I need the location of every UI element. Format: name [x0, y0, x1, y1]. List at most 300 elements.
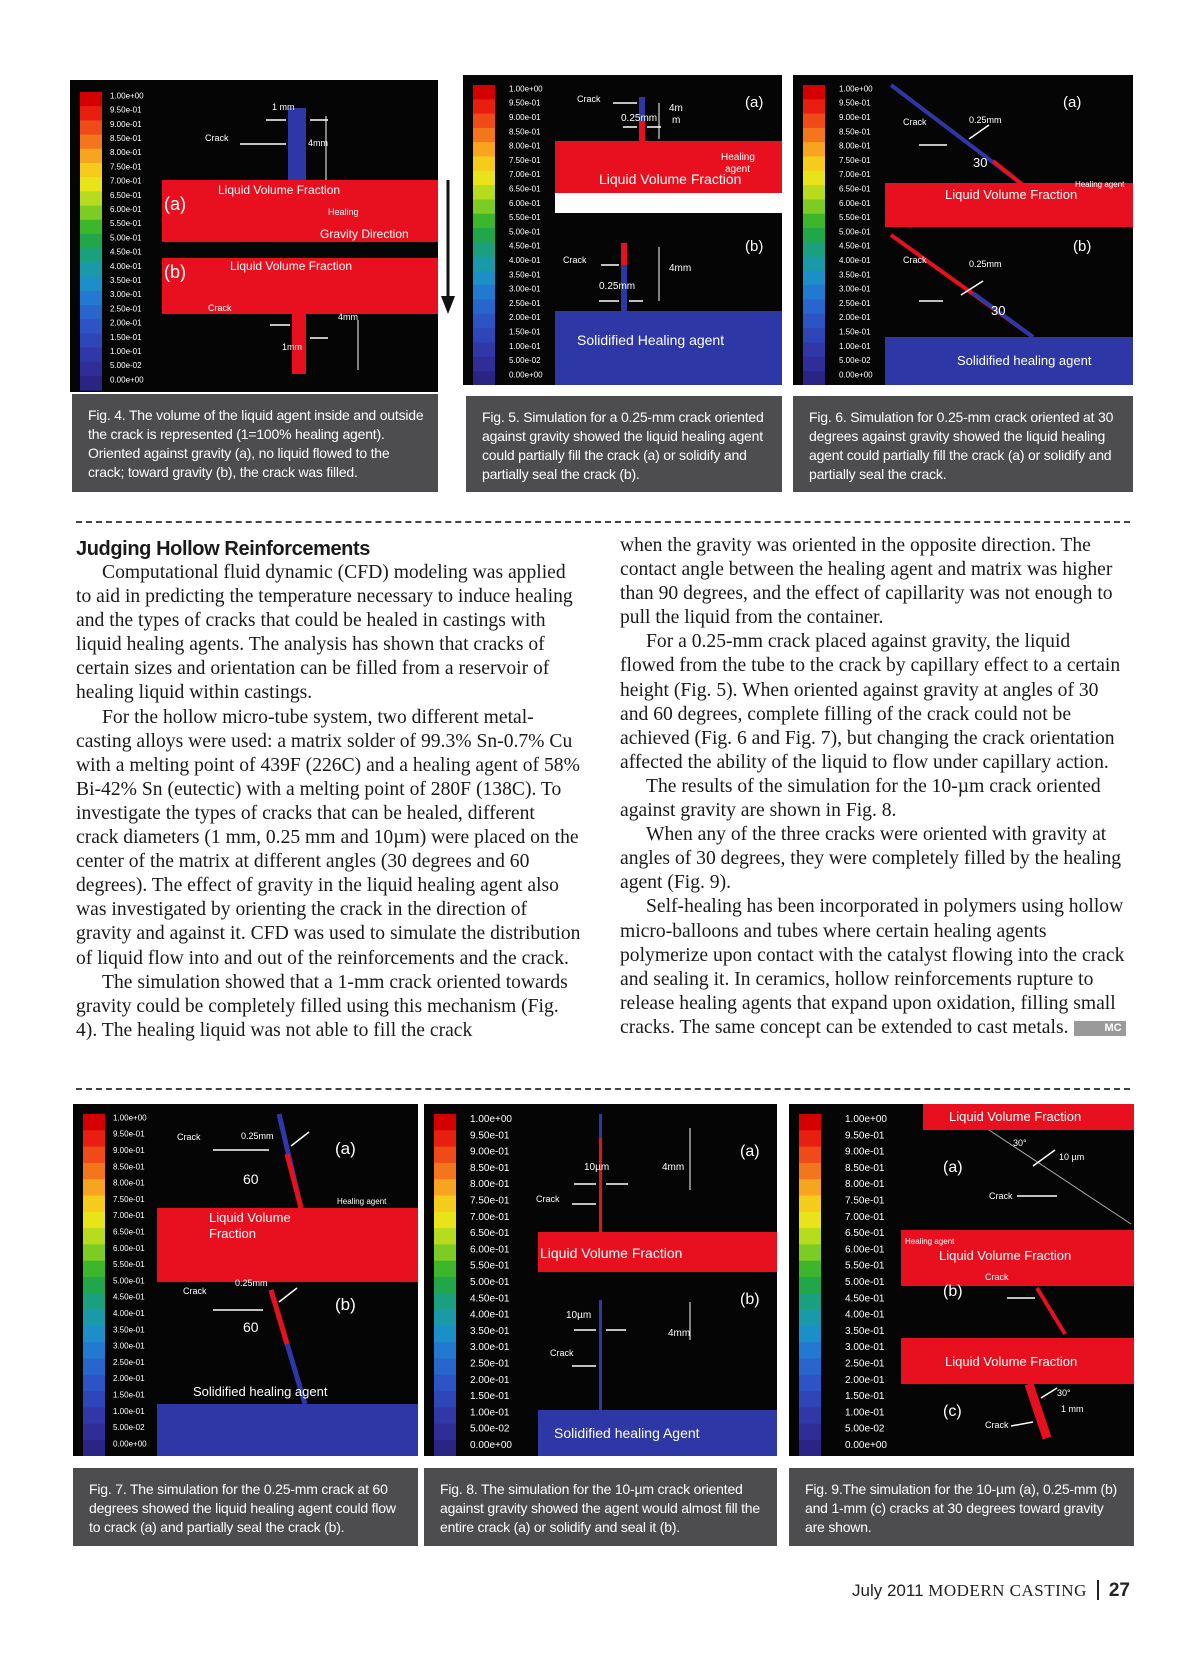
scale-swatch	[799, 1424, 821, 1441]
scale-swatch	[80, 92, 102, 107]
scale-swatch	[803, 99, 825, 114]
fig4-crack-b-label: Crack	[208, 303, 232, 313]
scale-label: 5.00e-01	[110, 233, 142, 243]
scale-swatch	[83, 1196, 105, 1213]
scale-swatch	[434, 1424, 456, 1441]
fig7-healing-agent: Healing agent	[337, 1197, 387, 1206]
scale-label: 5.50e-01	[509, 213, 541, 223]
scale-label: 7.00e-01	[113, 1211, 145, 1221]
figure-8-image	[424, 1104, 777, 1456]
scale-swatch	[83, 1424, 105, 1441]
scale-label: 2.50e-01	[470, 1358, 510, 1370]
scale-label: 3.50e-01	[113, 1325, 145, 1335]
fig4-lvf-a: Liquid Volume Fraction	[218, 183, 341, 197]
scale-label: 4.00e-01	[509, 256, 541, 265]
gravity-arrow-icon	[440, 178, 456, 318]
scale-swatch	[80, 248, 102, 263]
scale-label: 5.50e-01	[839, 213, 871, 223]
scale-label: 6.00e-01	[509, 198, 541, 208]
scale-label: 2.00e-01	[509, 313, 541, 323]
scale-label: 4.50e-01	[845, 1293, 885, 1305]
scale-swatch	[803, 128, 825, 143]
scale-swatch	[434, 1196, 456, 1213]
scale-swatch	[80, 135, 102, 150]
fig6-dim-025-b: 0.25mm	[969, 259, 1002, 269]
scale-swatch	[83, 1228, 105, 1245]
scale-label: 5.50e-01	[845, 1260, 885, 1272]
scale-label: 4.50e-01	[509, 241, 541, 251]
scale-label: 2.00e-01	[110, 318, 142, 328]
scale-label: 5.50e-01	[113, 1260, 145, 1270]
fig8-crack-b	[599, 1300, 602, 1410]
fig7-angle: 60	[243, 1171, 259, 1187]
scale-swatch	[434, 1261, 456, 1278]
fig7-band-b	[157, 1404, 418, 1456]
fig8-crack-b-label: Crack	[550, 1348, 574, 1358]
scale-label: 7.00e-01	[839, 170, 871, 180]
scale-swatch	[799, 1359, 821, 1376]
scale-swatch	[473, 342, 495, 357]
scale-swatch	[799, 1407, 821, 1424]
scale-swatch	[83, 1163, 105, 1180]
fig6-a-label: (a)	[1063, 94, 1082, 111]
scale-label: 5.50e-01	[110, 219, 142, 229]
fig9-lvf-top: Liquid Volume Fraction	[949, 1109, 1082, 1124]
scale-swatch	[803, 285, 825, 300]
scale-swatch	[434, 1440, 456, 1456]
paragraph-8-text: Self-healing has been incorporated in polymers using hollow micro-balloons and tubes where certain healing agents polymerize upon contact with the catalyst flowing into the crack and sealing it. In ceramics, hollow reinforcements rupture to release healing agents that expand upon oxidation, filling small cracks. The same concept can be extended to cast metals.	[620, 896, 1125, 1038]
scale-swatch	[473, 171, 495, 186]
paragraph-4: when the gravity was oriented in the opposite direction. The contact angle between the healing agent and matrix was higher than 90 degrees, and the effect of capillarity was not enough to pull the liquid from the container.	[620, 535, 1113, 629]
scale-label: 0.00e+00	[470, 1440, 512, 1451]
scale-swatch	[83, 1440, 105, 1456]
scale-swatch	[83, 1342, 105, 1359]
fig9-angle: 30°	[1013, 1138, 1027, 1148]
scale-swatch	[803, 171, 825, 186]
scale-swatch	[80, 277, 102, 292]
scale-label: 1.00e+00	[845, 1114, 887, 1125]
scale-swatch	[434, 1244, 456, 1261]
scale-label: 0.00e+00	[110, 375, 144, 385]
scale-swatch	[803, 271, 825, 286]
scale-swatch	[434, 1114, 456, 1131]
scale-swatch	[80, 333, 102, 348]
fig9-c-label: (c)	[943, 1403, 962, 1420]
scale-swatch	[799, 1244, 821, 1261]
fig9-crack-b-label: Crack	[985, 1272, 1009, 1282]
scale-swatch	[80, 177, 102, 192]
scale-swatch	[80, 106, 102, 121]
scale-swatch	[473, 371, 495, 385]
scale-swatch	[83, 1114, 105, 1131]
scale-swatch	[80, 376, 102, 391]
paragraph-5: For a 0.25-mm crack placed against gravity, the liquid flowed from the tube to the crack by capillary effect to a certain height (Fig. 5). When oriented against gravity at angles of 30 and 60 degrees, complete filling of the crack could not be achieved (Fig. 6 and Fig. 7), but changing the crack orientation affected the ability of the liquid to flow under capillary action.	[620, 631, 1121, 773]
scale-swatch	[83, 1244, 105, 1261]
scale-label: 8.50e-01	[845, 1162, 885, 1174]
scale-label: 5.00e-02	[839, 356, 871, 366]
scale-swatch	[83, 1391, 105, 1408]
scale-label: 8.00e-01	[110, 148, 142, 158]
scale-swatch	[799, 1277, 821, 1294]
scale-label: 8.50e-01	[839, 127, 871, 137]
scale-label: 2.50e-01	[839, 298, 871, 308]
fig6-crack-label: Crack	[903, 117, 927, 127]
scale-swatch	[473, 228, 495, 243]
scale-label: 5.00e-02	[509, 356, 541, 366]
scale-swatch	[83, 1359, 105, 1376]
scale-label: 4.00e-01	[839, 256, 871, 265]
scale-label: 1.00e+00	[839, 84, 873, 94]
scale-label: 1.50e-01	[845, 1391, 885, 1403]
fig9-crack-c	[1029, 1384, 1047, 1438]
figure-6-caption: Fig. 6. Simulation for 0.25-mm crack oriented at 30 degrees against gravity showed the liquid healing agent could partially fill the crack (a) or solidify and partially seal the crack.	[793, 396, 1133, 492]
scale-label: 3.00e-01	[113, 1341, 145, 1351]
scale-label: 2.50e-01	[110, 304, 142, 314]
scale-swatch	[473, 271, 495, 286]
scale-swatch	[80, 319, 102, 334]
fig8-lvf: Liquid Volume Fraction	[540, 1245, 683, 1261]
scale-label: 9.00e-01	[470, 1146, 510, 1158]
fig5-dim-4m: 4m	[669, 103, 683, 114]
fig4-b-label: (b)	[164, 262, 186, 282]
fig5-band-b	[555, 311, 782, 385]
fig5-dim-025-b: 0.25mm	[599, 281, 636, 292]
fig8-a-label: (a)	[740, 1143, 760, 1160]
scale-swatch	[803, 199, 825, 214]
scale-label: 1.00e-01	[845, 1407, 885, 1419]
scale-label: 1.50e-01	[110, 332, 142, 342]
scale-swatch	[473, 185, 495, 200]
scale-swatch	[83, 1147, 105, 1164]
fig7-crack-b-label: Crack	[183, 1286, 207, 1296]
scale-label: 8.00e-01	[509, 141, 541, 151]
scale-swatch	[473, 128, 495, 143]
scale-swatch	[473, 85, 495, 100]
scale-swatch	[83, 1310, 105, 1327]
scale-label: 8.50e-01	[470, 1162, 510, 1174]
scale-label: 8.00e-01	[470, 1179, 510, 1191]
fig9-crack-c-label: Crack	[985, 1420, 1009, 1430]
paragraph-1: Computational fluid dynamic (CFD) modeling was applied to aid in predicting the temperature necessary to induce healing and the types of cracks that could be healed in castings with liquid healing agents. The analysis has shown that cracks of certain sizes and orientation can be filled from a reservoir of healing liquid within castings.	[76, 562, 573, 704]
scale-label: 8.50e-01	[110, 134, 142, 143]
scale-swatch	[83, 1130, 105, 1147]
fig7-crack-label: Crack	[177, 1132, 201, 1142]
fig9-a-label: (a)	[943, 1159, 963, 1176]
scale-label: 9.50e-01	[839, 98, 871, 108]
scale-label: 6.00e-01	[839, 198, 871, 208]
scale-swatch	[80, 262, 102, 277]
scale-swatch	[799, 1391, 821, 1408]
scale-swatch	[803, 342, 825, 357]
scale-label: 5.00e-01	[470, 1277, 510, 1288]
scale-label: 6.00e-01	[113, 1243, 145, 1253]
figure-5-caption: Fig. 5. Simulation for a 0.25-mm crack oriented against gravity showed the liquid healing agent could partially fill the crack (a) or solidify and partially seal the crack (b).	[466, 396, 782, 492]
scale-label: 2.00e-01	[845, 1374, 885, 1386]
right-column	[620, 534, 1126, 1040]
fig9-crack-b	[1037, 1288, 1065, 1334]
scale-swatch	[803, 157, 825, 172]
scale-label: 6.00e-01	[470, 1244, 510, 1256]
scale-swatch	[803, 85, 825, 100]
scale-label: 2.00e-01	[113, 1374, 145, 1384]
scale-swatch	[799, 1114, 821, 1131]
scale-swatch	[473, 199, 495, 214]
scale-label: 4.00e-01	[110, 261, 142, 271]
scale-label: 2.50e-01	[845, 1358, 885, 1370]
scale-swatch	[803, 257, 825, 272]
scale-swatch	[803, 314, 825, 329]
scale-label: 5.00e-01	[509, 227, 541, 237]
scale-label: 6.50e-01	[113, 1227, 145, 1237]
fig5-dim-4mm: 4mm	[669, 263, 692, 274]
scale-swatch	[799, 1293, 821, 1310]
figure-8-caption: Fig. 8. The simulation for the 10-µm crack oriented against gravity showed the agent would almost fill the entire crack (a) or solidify and seal it (b).	[424, 1468, 777, 1546]
fig5-healing-1: Healing	[721, 152, 755, 163]
scale-label: 1.00e+00	[470, 1114, 512, 1125]
scale-swatch	[83, 1261, 105, 1278]
footer-publication: MODERN CASTING	[928, 1581, 1087, 1600]
figure-4-caption: Fig. 4. The volume of the liquid agent inside and outside the crack is represented (1=100% healing agent). Oriented against gravity (a), no liquid flowed to the crack; toward gravity (b), the crack was filled.	[72, 394, 438, 492]
scale-swatch	[799, 1212, 821, 1229]
fig8-b-label: (b)	[740, 1291, 760, 1308]
scale-swatch	[434, 1212, 456, 1229]
scale-swatch	[83, 1277, 105, 1294]
scale-label: 3.00e-01	[110, 290, 142, 300]
fig8-crack-label: Crack	[536, 1194, 560, 1204]
figure-6-image	[793, 75, 1133, 385]
scale-swatch	[434, 1326, 456, 1343]
fig9-b-label: (b)	[943, 1283, 963, 1300]
scale-label: 3.50e-01	[845, 1325, 885, 1337]
scale-swatch	[803, 328, 825, 343]
fig4-dim-1mm: 1 mm	[272, 102, 295, 112]
fig8-dim-10: 10µm	[584, 1162, 610, 1173]
fig9-angle-c: 30°	[1057, 1388, 1071, 1398]
scale-label: 3.50e-01	[110, 276, 142, 285]
scale-swatch	[803, 185, 825, 200]
scale-label: 0.00e+00	[845, 1440, 887, 1451]
scale-swatch	[473, 328, 495, 343]
scale-label: 4.50e-01	[839, 241, 871, 251]
page-footer	[852, 1580, 1130, 1602]
fig6-lvf: Liquid Volume Fraction	[945, 187, 1078, 202]
footer-separator	[1097, 1580, 1099, 1600]
fig8-dim-10-b: 10µm	[566, 1310, 592, 1321]
fig5-crack-label: Crack	[577, 94, 601, 104]
scale-swatch	[80, 348, 102, 363]
fig4-healing: Healing	[328, 207, 359, 217]
fig8-solidified: Solidified healing Agent	[554, 1425, 700, 1441]
scale-label: 7.50e-01	[509, 155, 541, 165]
fig4-crack-label: Crack	[205, 133, 229, 143]
figure-9-caption: Fig. 9.The simulation for the 10-µm (a), 0.25-mm (b) and 1-mm (c) cracks at 30 degrees toward gravity are shown.	[789, 1468, 1134, 1546]
scale-label: 6.50e-01	[839, 184, 871, 194]
fig6-angle: 30	[973, 155, 988, 170]
scale-swatch	[83, 1293, 105, 1310]
fig5-crack-b-label: Crack	[563, 255, 587, 265]
scale-label: 9.50e-01	[509, 98, 541, 108]
footer-date: July 2011	[852, 1581, 924, 1600]
scale-swatch	[803, 300, 825, 315]
scale-label: 5.00e-02	[845, 1423, 885, 1435]
fig9-healing-agent: Healing agent	[905, 1237, 955, 1246]
fig6-solidified: Solidified healing agent	[957, 353, 1092, 368]
scale-swatch	[799, 1196, 821, 1213]
figure-5-image	[463, 75, 782, 385]
scale-label: 4.00e-01	[845, 1309, 885, 1321]
fig7-dim-025: 0.25mm	[241, 1131, 274, 1141]
scale-swatch	[434, 1310, 456, 1327]
scale-swatch	[473, 285, 495, 300]
scale-swatch	[434, 1342, 456, 1359]
fig5-b-label: (b)	[745, 238, 764, 255]
scale-swatch	[80, 206, 102, 221]
paragraph-7: When any of the three cracks were oriented with gravity at angles of 30 degrees, they were completely filled by the healing agent (Fig. 9).	[620, 824, 1122, 894]
scale-label: 1.50e-01	[509, 327, 541, 337]
scale-label: 3.50e-01	[509, 270, 541, 280]
scale-label: 7.50e-01	[845, 1195, 885, 1207]
scale-label: 6.50e-01	[470, 1228, 510, 1240]
fig9-lvf-low: Liquid Volume Fraction	[945, 1354, 1078, 1369]
scale-swatch	[473, 314, 495, 329]
scale-swatch	[434, 1375, 456, 1392]
scale-swatch	[83, 1179, 105, 1196]
scale-swatch	[434, 1163, 456, 1180]
end-mark-logo: MC	[1074, 1021, 1125, 1036]
figure-4-image	[70, 80, 438, 392]
scale-label: 0.00e+00	[509, 370, 543, 380]
fig6-angle-b: 30	[991, 303, 1006, 318]
scale-label: 7.50e-01	[470, 1195, 510, 1207]
scale-label: 6.50e-01	[110, 190, 142, 200]
scale-label: 5.00e-01	[845, 1277, 885, 1288]
scale-swatch	[799, 1440, 821, 1456]
scale-label: 1.00e-01	[113, 1406, 145, 1416]
scale-swatch	[434, 1228, 456, 1245]
scale-swatch	[80, 291, 102, 306]
fig4-tube-a	[288, 108, 306, 180]
scale-label: 9.00e-01	[110, 119, 142, 129]
fig7-b-label: (b)	[335, 1295, 356, 1314]
scale-swatch	[80, 234, 102, 249]
scale-label: 5.00e-02	[110, 361, 142, 371]
fig4-dim-4mm-b: 4mm	[338, 312, 358, 322]
fig6-healing-agent: Healing agent	[1075, 180, 1125, 189]
scale-label: 1.00e-01	[470, 1407, 510, 1419]
scale-swatch	[473, 357, 495, 372]
fig7-angle-b: 60	[243, 1319, 259, 1335]
scale-label: 7.00e-01	[845, 1211, 885, 1223]
scale-swatch	[799, 1310, 821, 1327]
scale-swatch	[473, 142, 495, 157]
scale-label: 8.00e-01	[845, 1179, 885, 1191]
scale-swatch	[803, 242, 825, 257]
fig5-a-label: (a)	[745, 94, 764, 111]
fig8-dim-4mm: 4mm	[662, 1162, 685, 1173]
scale-swatch	[473, 157, 495, 172]
scale-label: 9.00e-01	[113, 1146, 145, 1155]
scale-swatch	[799, 1375, 821, 1392]
fig4-lvf-b: Liquid Volume Fraction	[230, 259, 353, 273]
scale-label: 7.00e-01	[110, 176, 142, 186]
scale-label: 4.00e-01	[113, 1309, 145, 1318]
scale-swatch	[434, 1293, 456, 1310]
scale-label: 3.00e-01	[509, 284, 541, 294]
scale-label: 9.50e-01	[110, 105, 142, 115]
fig9-crack-a	[989, 1130, 1131, 1224]
bottom-divider	[76, 1088, 1130, 1090]
scale-label: 3.00e-01	[839, 284, 871, 294]
fig4-gravity-direction: Gravity Direction	[320, 227, 409, 241]
scale-swatch	[799, 1163, 821, 1180]
scale-label: 5.50e-01	[470, 1260, 510, 1272]
fig6-dim-025: 0.25mm	[969, 115, 1002, 125]
left-column	[76, 537, 582, 1043]
scale-swatch	[434, 1391, 456, 1408]
fig6-crack-b-label: Crack	[903, 255, 927, 265]
scale-label: 9.00e-01	[845, 1146, 885, 1158]
fig4-a-label: (a)	[164, 194, 186, 214]
scale-swatch	[434, 1277, 456, 1294]
figure-7-caption: Fig. 7. The simulation for the 0.25-mm crack at 60 degrees showed the liquid healing agent could flow to crack (a) and partially seal the crack (b).	[73, 1468, 418, 1546]
scale-label: 1.00e-01	[110, 347, 142, 356]
fig5-dim-m: m	[672, 115, 681, 126]
fig7-lvf-2: Fraction	[209, 1226, 256, 1241]
scale-swatch	[799, 1147, 821, 1164]
paragraph-3: The simulation showed that a 1-mm crack oriented towards gravity could be completely filled using this mechanism (Fig. 4). The healing liquid was not able to fill the crack	[76, 971, 568, 1041]
scale-label: 6.00e-01	[110, 205, 142, 214]
scale-swatch	[434, 1179, 456, 1196]
page-number: 27	[1108, 1580, 1130, 1601]
fig7-solidified: Solidified healing agent	[193, 1384, 328, 1399]
fig9-lvf-mid: Liquid Volume Fraction	[939, 1248, 1072, 1263]
scale-swatch	[799, 1130, 821, 1147]
scale-swatch	[803, 357, 825, 372]
scale-label: 2.00e-01	[839, 313, 871, 323]
section-heading: Judging Hollow Reinforcements	[76, 538, 370, 560]
scale-label: 2.50e-01	[113, 1357, 145, 1367]
scale-label: 1.00e+00	[113, 1113, 147, 1123]
scale-label: 8.00e-01	[113, 1178, 145, 1188]
scale-swatch	[803, 371, 825, 385]
scale-label: 3.00e-01	[845, 1342, 885, 1354]
scale-swatch	[434, 1130, 456, 1147]
scale-swatch	[473, 114, 495, 129]
scale-label: 3.00e-01	[470, 1342, 510, 1354]
scale-swatch	[473, 300, 495, 315]
scale-swatch	[80, 305, 102, 320]
scale-swatch	[799, 1228, 821, 1245]
scale-label: 1.50e-01	[470, 1391, 510, 1403]
fig7-dim-025-b: 0.25mm	[235, 1278, 268, 1288]
scale-label: 0.00e+00	[113, 1439, 147, 1449]
paragraph-8	[620, 895, 1126, 1040]
scale-swatch	[803, 114, 825, 129]
scale-swatch	[80, 191, 102, 206]
fig5-healing-2: agent	[725, 164, 751, 175]
scale-swatch	[83, 1407, 105, 1424]
scale-label: 2.50e-01	[509, 298, 541, 308]
scale-swatch	[473, 99, 495, 114]
scale-label: 1.00e+00	[110, 91, 144, 101]
scale-swatch	[473, 257, 495, 272]
scale-label: 9.50e-01	[113, 1129, 145, 1139]
scale-label: 4.50e-01	[113, 1292, 145, 1302]
scale-label: 7.50e-01	[839, 155, 871, 165]
scale-label: 3.50e-01	[470, 1325, 510, 1337]
scale-label: 8.50e-01	[509, 127, 541, 137]
fig9-crack-label: Crack	[989, 1191, 1013, 1201]
